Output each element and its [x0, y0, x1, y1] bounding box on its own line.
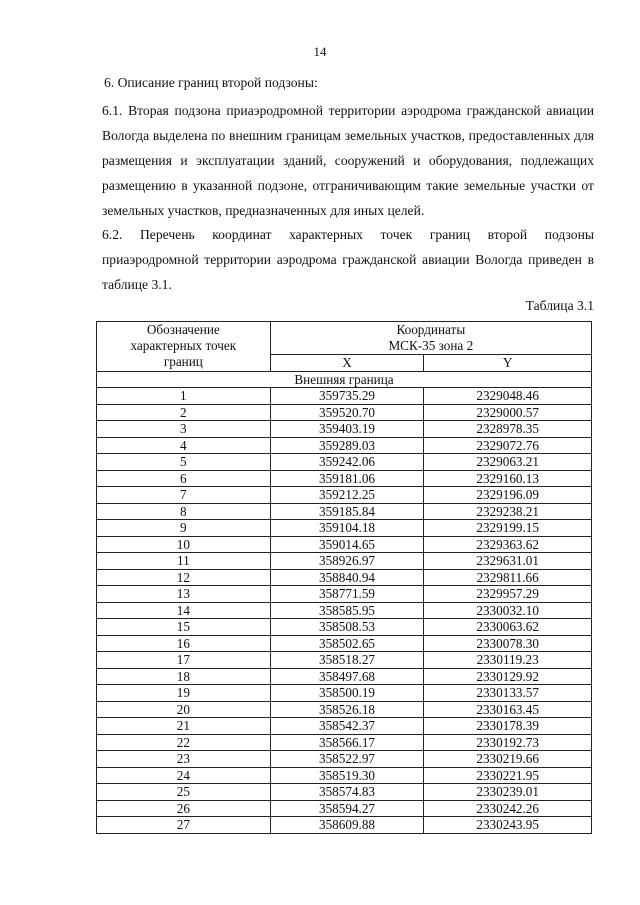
- header-point-label-line2: характерных точек: [130, 338, 237, 354]
- header-y: Y: [424, 355, 592, 372]
- x-coordinate-cell: 359104.18: [270, 520, 424, 537]
- y-coordinate-cell: 2330178.39: [424, 718, 592, 735]
- y-coordinate-cell: 2329048.46: [424, 388, 592, 405]
- table-row: [97, 470, 592, 487]
- point-number-cell: 20: [97, 701, 271, 718]
- point-number-cell: 7: [97, 487, 271, 504]
- y-coordinate-cell: 2330133.57: [424, 685, 592, 702]
- coordinates-table: [96, 321, 592, 834]
- x-coordinate-cell: 358771.59: [270, 586, 424, 603]
- y-coordinate-cell: 2329160.13: [424, 470, 592, 487]
- table-row: [97, 817, 592, 834]
- x-coordinate-cell: 358519.30: [270, 767, 424, 784]
- point-number-cell: 12: [97, 569, 271, 586]
- point-number-cell: 4: [97, 437, 271, 454]
- x-coordinate-cell: 358526.18: [270, 701, 424, 718]
- point-number-cell: 22: [97, 734, 271, 751]
- table-row: [97, 586, 592, 603]
- y-coordinate-cell: 2330163.45: [424, 701, 592, 718]
- page-number: 14: [313, 44, 327, 59]
- point-number-cell: 27: [97, 817, 271, 834]
- x-coordinate-cell: 358574.83: [270, 784, 424, 801]
- x-coordinate-cell: 359735.29: [270, 388, 424, 405]
- table-row: [97, 404, 592, 421]
- point-number-cell: 17: [97, 652, 271, 669]
- table-row: [97, 602, 592, 619]
- table-row: [97, 388, 592, 405]
- point-number-cell: 2: [97, 404, 271, 421]
- x-coordinate-cell: 359289.03: [270, 437, 424, 454]
- x-coordinate-cell: 359185.84: [270, 503, 424, 520]
- y-coordinate-cell: 2329196.09: [424, 487, 592, 504]
- table-row: [97, 635, 592, 652]
- point-number-cell: 21: [97, 718, 271, 735]
- y-coordinate-cell: 2329238.21: [424, 503, 592, 520]
- y-coordinate-cell: 2329363.62: [424, 536, 592, 553]
- table-row: [97, 685, 592, 702]
- table-row: [97, 437, 592, 454]
- y-coordinate-cell: 2330221.95: [424, 767, 592, 784]
- y-coordinate-cell: 2330243.95: [424, 817, 592, 834]
- point-number-cell: 25: [97, 784, 271, 801]
- table-row: [97, 520, 592, 537]
- table-row: [97, 652, 592, 669]
- x-coordinate-cell: 358609.88: [270, 817, 424, 834]
- section-heading: 6. Описание границ второй подзоны:: [104, 75, 318, 90]
- x-coordinate-cell: 358502.65: [270, 635, 424, 652]
- x-coordinate-cell: 358500.19: [270, 685, 424, 702]
- table-caption: Таблица 3.1: [525, 298, 594, 313]
- table-row: [97, 503, 592, 520]
- paragraph-6-1: 6.1. Вторая подзона приаэродромной территории аэродрома гражданской авиации Вологда выделена по внешним границам земельных участков, предоставленных для размещения и эксплуатации зданий, сооружений и оборудования, подлежащих размещению в указанной подзоне, отграничивающим такие земельные участки от земельных участков, предназначенных для иных целей.: [102, 103, 594, 218]
- point-number-cell: 6: [97, 470, 271, 487]
- point-number-cell: 26: [97, 800, 271, 817]
- table-row: [97, 767, 592, 784]
- y-coordinate-cell: 2330119.23: [424, 652, 592, 669]
- header-point-label-line3: границ: [163, 354, 203, 370]
- y-coordinate-cell: 2329811.66: [424, 569, 592, 586]
- x-coordinate-cell: 358522.97: [270, 751, 424, 768]
- point-number-cell: 8: [97, 503, 271, 520]
- y-coordinate-cell: 2329199.15: [424, 520, 592, 537]
- point-number-cell: 18: [97, 668, 271, 685]
- x-coordinate-cell: 358840.94: [270, 569, 424, 586]
- y-coordinate-cell: 2329063.21: [424, 454, 592, 471]
- point-number-cell: 14: [97, 602, 271, 619]
- y-coordinate-cell: 2329631.01: [424, 553, 592, 570]
- x-coordinate-cell: 359520.70: [270, 404, 424, 421]
- table-row: [97, 800, 592, 817]
- point-number-cell: 11: [97, 553, 271, 570]
- point-number-cell: 15: [97, 619, 271, 636]
- point-number-cell: 10: [97, 536, 271, 553]
- table-row: [97, 784, 592, 801]
- y-coordinate-cell: 2329000.57: [424, 404, 592, 421]
- table-row: [97, 536, 592, 553]
- y-coordinate-cell: 2330032.10: [424, 602, 592, 619]
- y-coordinate-cell: 2330063.62: [424, 619, 592, 636]
- point-number-cell: 24: [97, 767, 271, 784]
- table-row: [97, 421, 592, 438]
- table-row: [97, 734, 592, 751]
- point-number-cell: 19: [97, 685, 271, 702]
- table-row: [97, 701, 592, 718]
- x-coordinate-cell: 358497.68: [270, 668, 424, 685]
- y-coordinate-cell: 2329957.29: [424, 586, 592, 603]
- header-x: X: [270, 355, 424, 372]
- table-row: [97, 619, 592, 636]
- x-coordinate-cell: 358594.27: [270, 800, 424, 817]
- point-number-cell: 13: [97, 586, 271, 603]
- header-coordinates-line2: МСК-35 зона 2: [388, 338, 474, 353]
- y-coordinate-cell: 2330242.26: [424, 800, 592, 817]
- x-coordinate-cell: 359212.25: [270, 487, 424, 504]
- table-row: [97, 487, 592, 504]
- header-point-label: [97, 322, 271, 372]
- y-coordinate-cell: 2329072.76: [424, 437, 592, 454]
- y-coordinate-cell: 2330239.01: [424, 784, 592, 801]
- x-coordinate-cell: 358518.27: [270, 652, 424, 669]
- x-coordinate-cell: 358926.97: [270, 553, 424, 570]
- table-row: [97, 454, 592, 471]
- point-number-cell: 1: [97, 388, 271, 405]
- section-row-outer-boundary: Внешняя граница: [97, 371, 592, 388]
- point-number-cell: 16: [97, 635, 271, 652]
- y-coordinate-cell: 2330129.92: [424, 668, 592, 685]
- header-coordinates: [270, 322, 591, 355]
- paragraph-6-2: 6.2. Перечень координат характерных точек границ второй подзоны приаэродромной территории аэродрома гражданской авиации Вологда приведен в таблице 3.1.: [102, 227, 594, 292]
- x-coordinate-cell: 358566.17: [270, 734, 424, 751]
- x-coordinate-cell: 358508.53: [270, 619, 424, 636]
- table-row: [97, 718, 592, 735]
- point-number-cell: 5: [97, 454, 271, 471]
- y-coordinate-cell: 2330192.73: [424, 734, 592, 751]
- x-coordinate-cell: 359181.06: [270, 470, 424, 487]
- y-coordinate-cell: 2330078.30: [424, 635, 592, 652]
- x-coordinate-cell: 359242.06: [270, 454, 424, 471]
- x-coordinate-cell: 359403.19: [270, 421, 424, 438]
- table-row: [97, 553, 592, 570]
- table-row: [97, 569, 592, 586]
- header-point-label-line1: Обозначение: [146, 322, 220, 338]
- point-number-cell: 3: [97, 421, 271, 438]
- table-row: [97, 668, 592, 685]
- y-coordinate-cell: 2330219.66: [424, 751, 592, 768]
- y-coordinate-cell: 2328978.35: [424, 421, 592, 438]
- point-number-cell: 23: [97, 751, 271, 768]
- header-coordinates-line1: Координаты: [396, 322, 466, 337]
- x-coordinate-cell: 358585.95: [270, 602, 424, 619]
- table-row: [97, 751, 592, 768]
- point-number-cell: 9: [97, 520, 271, 537]
- x-coordinate-cell: 359014.65: [270, 536, 424, 553]
- x-coordinate-cell: 358542.37: [270, 718, 424, 735]
